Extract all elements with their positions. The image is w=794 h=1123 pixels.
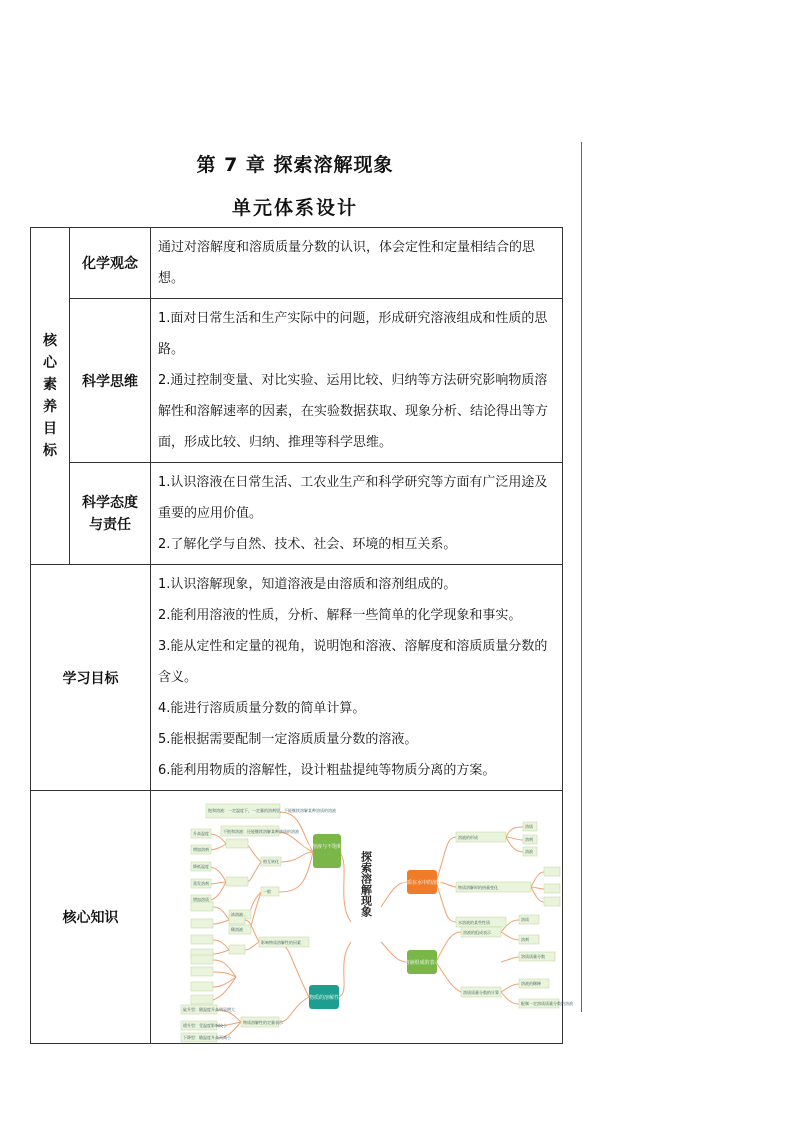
category-scientific-thinking: 科学思维 bbox=[70, 299, 151, 463]
mindmap-center-node bbox=[360, 850, 374, 918]
leaf-label: 饱和溶液：一定温度下，一定量的溶剂里，不能继续溶解某种溶质的溶液 bbox=[208, 808, 336, 813]
leaf-label: 溶液的组成表示 bbox=[463, 930, 491, 935]
leaf-label: 增加溶剂 bbox=[193, 847, 209, 852]
list-item: 4.能进行溶质质量分数的简单计算。 bbox=[158, 701, 366, 716]
chemistry-concept-text: 通过对溶解度和溶质质量分数的认识，体会定性和定量相结合的思想。 bbox=[151, 228, 563, 299]
core-goals-label: 核心素养目标 bbox=[31, 228, 70, 565]
leaf-label: 缓升型：受温度影响较小 bbox=[183, 1023, 227, 1028]
attitude-responsibility-text bbox=[151, 463, 563, 565]
chapter-title: 第 7 章 探索溶解现象 bbox=[196, 154, 394, 176]
leaf-label: 下降型：随温度升高而减小 bbox=[183, 1035, 231, 1040]
page-right-rule bbox=[581, 142, 582, 1012]
leaf-label: 稀溶液 bbox=[231, 927, 243, 932]
leaf-label: 相互转化 bbox=[263, 859, 279, 864]
branch-label: 溶液组成的表示 bbox=[404, 960, 440, 966]
knowledge-mindmap bbox=[151, 792, 573, 1042]
branch-label: 饱和溶液与不饱和溶液 bbox=[301, 844, 353, 850]
list-item: 1.面对日常生活和生产实际中的问题，形成研究溶液组成和性质的思路。 bbox=[158, 311, 548, 357]
leaf-label: 升高温度 bbox=[193, 831, 209, 836]
list-item: 2.能利用溶液的性质，分析、解释一些简单的化学现象和事实。 bbox=[158, 608, 522, 623]
table-row bbox=[31, 463, 563, 565]
leaf-label: 物质溶解性的定量表示 bbox=[243, 1020, 283, 1025]
list-item: 2.通过控制变量、对比实验、运用比较、归纳等方法研究影响物质溶解性和溶解速率的因素，在实验数据获取、现象分析、结论得出等方面，形成比较、归纳、推理等科学思维。 bbox=[158, 373, 549, 450]
unit-design-table bbox=[30, 227, 573, 1044]
leaf-label: 溶液的稀释 bbox=[521, 981, 541, 986]
scientific-thinking-text bbox=[151, 299, 563, 463]
list-item: 6.能利用物质的溶解性，设计粗盐提纯等物质分离的方案。 bbox=[158, 763, 496, 778]
svg-text:探索溶解现象: 探索溶解现象 bbox=[359, 851, 373, 917]
branch-saturated-solutions bbox=[313, 834, 341, 868]
list-item: 3.能从定性和定量的视角，说明饱和溶液、溶解度和溶质质量分数的含义。 bbox=[158, 639, 548, 685]
section-title: 单元体系设计 bbox=[231, 197, 358, 219]
list-item: 1.认识溶液在日常生活、工农业生产和科学研究等方面有广泛用途及重要的应用价值。 bbox=[158, 475, 548, 521]
branch-label: 物质的溶解性 bbox=[308, 995, 340, 1001]
leaf-label: 配制一定溶质质量分数的溶液 bbox=[521, 1001, 573, 1006]
table-row bbox=[31, 791, 563, 1044]
table-row bbox=[31, 228, 563, 299]
leaf-label: 不饱和溶液：还能继续溶解某种溶质的溶液 bbox=[223, 829, 299, 834]
branch-label: 物质在水中的溶解 bbox=[401, 880, 443, 886]
leaf-label: 水溶液的某些性质 bbox=[458, 920, 490, 925]
leaf-label: 溶质 bbox=[521, 917, 529, 922]
table-row bbox=[31, 299, 563, 463]
leaf-label: 浓溶液 bbox=[231, 912, 243, 917]
leaf-label: 溶液的形成 bbox=[458, 835, 478, 840]
leaf-label: 溶质 bbox=[525, 824, 533, 829]
leaf-label: 溶剂 bbox=[521, 937, 529, 942]
leaf-label: 溶质质量分数 bbox=[521, 954, 545, 959]
list-item: 2.了解化学与自然、技术、社会、环境的相互关系。 bbox=[158, 537, 457, 552]
leaf-label: 增加溶质 bbox=[193, 897, 209, 902]
leaf-label: 溶剂 bbox=[525, 837, 533, 842]
category-chemistry-concept: 化学观念 bbox=[70, 228, 151, 299]
leaf-label: 蒸发溶剂 bbox=[193, 881, 209, 886]
list-item: 1.认识溶解现象，知道溶液是由溶质和溶剂组成的。 bbox=[158, 577, 457, 592]
leaf-label: 降低温度 bbox=[193, 864, 209, 869]
core-knowledge-label: 核心知识 bbox=[31, 791, 151, 1044]
leaf-label: 溶质质量分数的计算 bbox=[463, 990, 499, 995]
leaf-label: 影响物质溶解性的因素 bbox=[261, 940, 301, 945]
leaf-label: 一般 bbox=[263, 889, 271, 894]
leaf-label: 溶液 bbox=[525, 849, 533, 854]
table-row bbox=[31, 565, 563, 791]
list-item: 5.能根据需要配制一定溶质质量分数的溶液。 bbox=[158, 732, 418, 747]
leaf-label: 物质溶解时的热量变化 bbox=[458, 885, 498, 890]
learning-goals-label: 学习目标 bbox=[31, 565, 151, 791]
core-knowledge-mindmap-cell bbox=[151, 791, 573, 1044]
category-attitude-responsibility: 科学态度与责任 bbox=[70, 463, 151, 565]
leaf-label: 陡升型：随温度升高明显增大 bbox=[183, 1007, 235, 1012]
learning-goals-text bbox=[151, 565, 563, 791]
